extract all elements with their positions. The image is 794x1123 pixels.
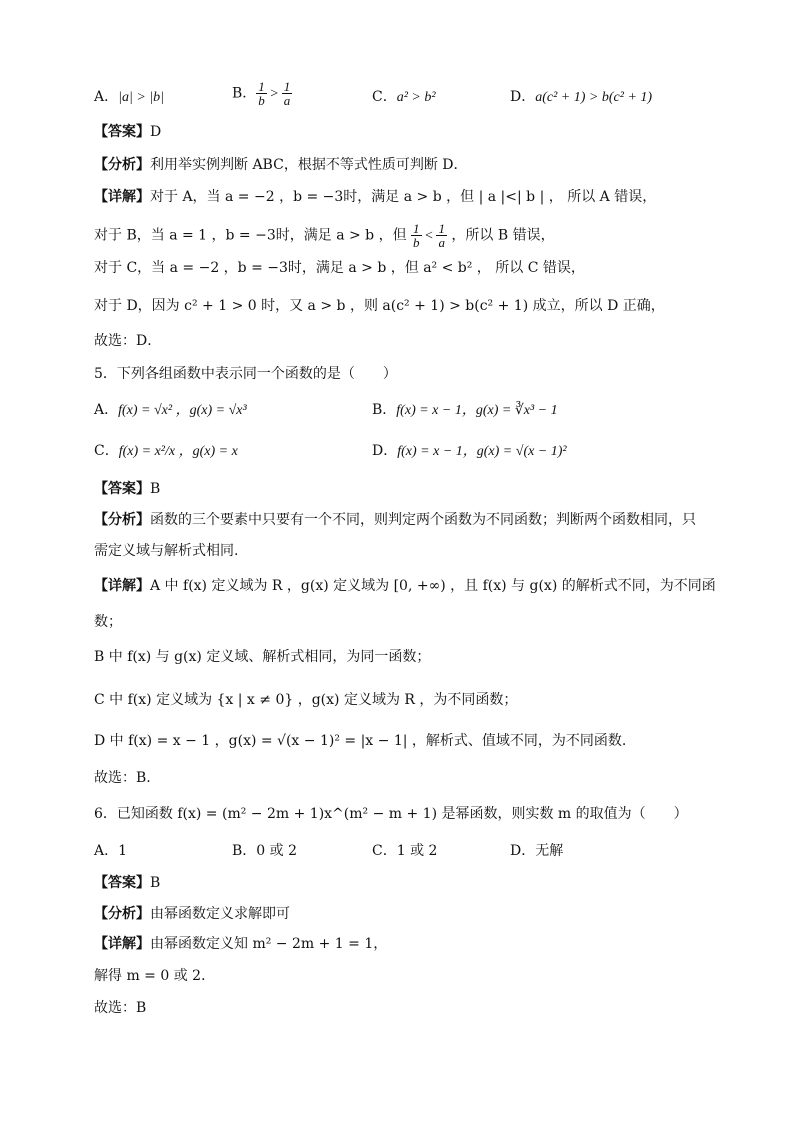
option-label: B．	[232, 85, 257, 102]
q4-conclusion: 故选：D．	[94, 333, 162, 349]
q6-stem: 6．已知函数 f(x) = (m² − 2m + 1)x^(m² − m + 1) 是幂函数，则实数 m 的取值为（ ）	[94, 806, 688, 822]
q4-option-a	[94, 87, 164, 108]
q4-detail-2: 对于 B，当 a = 1 ，b = −3时，满足 a > b ，但 $\frac{1}{b}$ < $\frac{1}{a}$ ，所以 B 错误，	[94, 221, 555, 250]
q4-answer: 【答案】D	[94, 124, 162, 140]
q5-option-a: A．f(x) = √x² ，g(x) = √x³	[94, 402, 247, 418]
q6-conclusion: 故选：B	[94, 1000, 147, 1016]
q5-detail-c: C 中 f(x) 定义域为 {x | x ≠ 0} ，g(x) 定义域为 R ，为不同函数；	[94, 692, 518, 708]
q4-analysis: 【分析】利用举实例判断 ABC，根据不等式性质可判断 D．	[94, 157, 468, 173]
q4-detail-3: 对于 C，当 a = −2 ，b = −3时，满足 a > b ，但 a² < b² ， 所以 C 错误，	[94, 260, 585, 276]
option-expr: a² > b²	[396, 90, 436, 105]
fraction: $\frac{1}{a}$	[438, 221, 445, 250]
q6-detail-2: 解得 m = 0 或 2．	[94, 968, 216, 984]
fraction: $\frac{1}{a}$	[283, 79, 291, 108]
q4-detail-1: 【详解】对于 A，当 a = −2 ，b = −3时，满足 a > b ，但 | a |<| b | ， 所以 A 错误，	[94, 189, 657, 205]
q6-option-d: D．无解	[510, 843, 564, 859]
q6-option-c: C．1 或 2	[372, 843, 438, 859]
q5-answer: 【答案】B	[94, 481, 161, 497]
q5-option-c: C．f(x) = x²/x ，g(x) = x	[94, 443, 238, 459]
q4-detail-4: 对于 D，因为 c² + 1 > 0 时，又 a > b ，则 a(c² + 1) > b(c² + 1) 成立，所以 D 正确，	[94, 298, 665, 314]
option-label: C．	[372, 89, 397, 105]
fraction: $\frac{1}{b}$	[258, 79, 265, 108]
q5-detail-b: B 中 f(x) 与 g(x) 定义域、解析式相同，为同一函数；	[94, 649, 431, 665]
q6-detail-1: 【详解】由幂函数定义知 m² − 2m + 1 = 1，	[94, 936, 388, 952]
option-label: A．	[94, 89, 119, 105]
q5-option-d: D．f(x) = x − 1，g(x) = √(x − 1)²	[372, 443, 567, 459]
fraction: $\frac{1}{b}$	[413, 221, 420, 250]
q6-analysis: 【分析】由幂函数定义求解即可	[94, 906, 290, 922]
option-expr: |a| > |b|	[118, 90, 164, 105]
q5-stem: 5．下列各组函数中表示同一个函数的是（ ）	[94, 366, 397, 382]
q5-analysis-2: 需定义域与解析式相同.	[94, 543, 239, 559]
q6-answer: 【答案】B	[94, 875, 161, 891]
q4-option-b: B． $\frac{1}{b}$ > $\frac{1}{a}$	[232, 79, 291, 108]
q4-option-c	[372, 87, 436, 108]
q6-option-b: B．0 或 2	[232, 843, 298, 859]
q5-detail-d: D 中 f(x) = x − 1 ，g(x) = √(x − 1)² = |x − 1| ，解析式、值域不同，为不同函数.	[94, 733, 627, 749]
option-expr: a(c² + 1) > b(c² + 1)	[535, 90, 653, 105]
q4-option-d	[510, 87, 652, 108]
option-label: D．	[510, 89, 536, 105]
q6-option-a: A．1	[94, 843, 128, 859]
q5-detail-a2: 数；	[94, 614, 122, 630]
q5-conclusion: 故选：B.	[94, 770, 151, 786]
q5-option-b: B．f(x) = x − 1，g(x) = ∛x³ − 1	[372, 402, 558, 418]
q5-analysis-1: 【分析】函数的三个要素中只要有一个不同，则判定两个函数为不同函数；判断两个函数相同，只	[94, 512, 696, 528]
q5-detail-a1: 【详解】A 中 f(x) 定义域为 R ，g(x) 定义域为 [0, +∞) ，且 f(x) 与 g(x) 的解析式不同，为不同函	[94, 578, 716, 594]
